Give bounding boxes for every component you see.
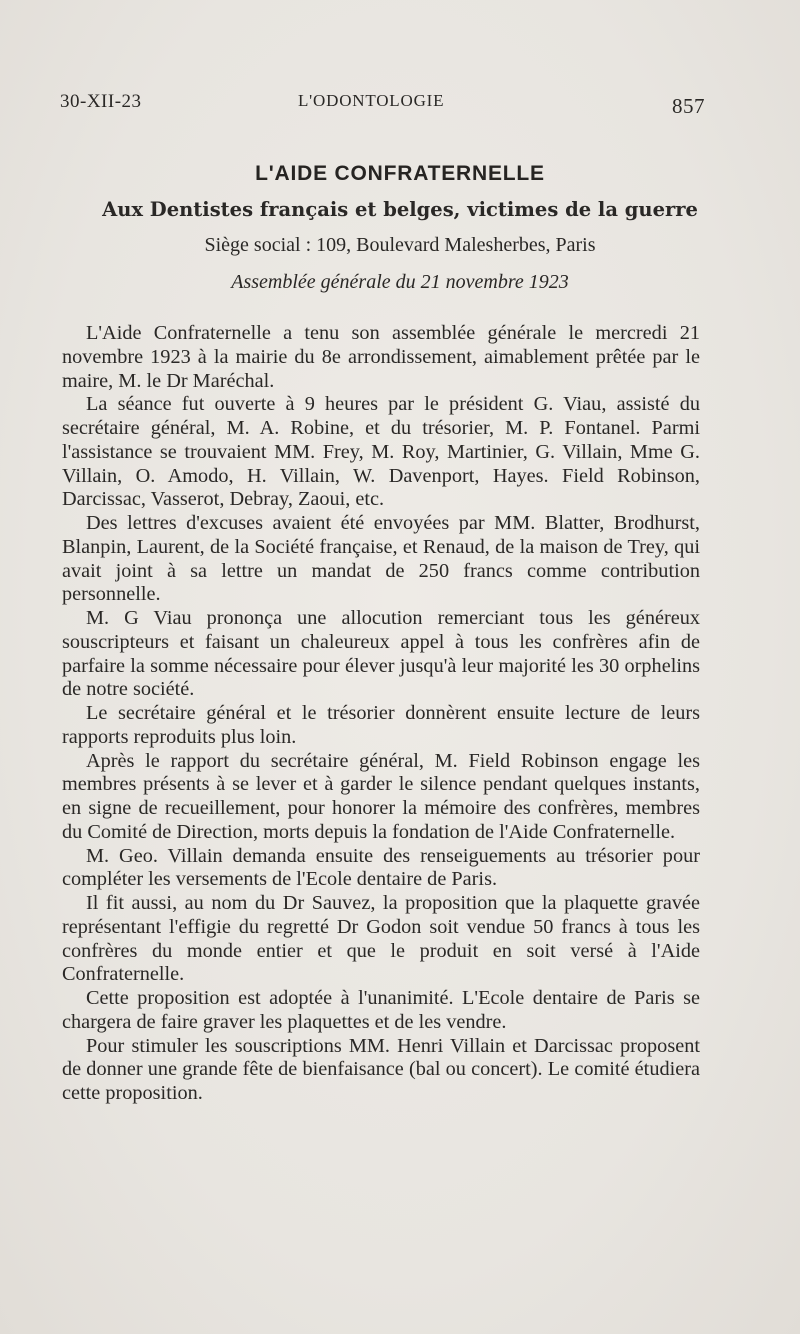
paragraph: Pour stimuler les souscriptions MM. Henri Villain et Darcissac proposent de donner une grande fête de bienfaisance (bal ou concert). Le comité étudiera cette proposition. [62, 1034, 700, 1104]
article-title: L'AIDE CONFRATERNELLE [255, 162, 545, 185]
paragraph: Des lettres d'excuses avaient été envoyées par MM. Blatter, Brodhurst, Blanpin, Laurent, de la Société française, et Renaud, de la maison de Trey, qui avait joint à sa lettre un mandat de 250 francs comme contribution personnelle. [62, 512, 700, 606]
paragraph: La séance fut ouverte à 9 heures par le président G. Viau, assisté du secrétaire général, M. A. Robine, et du trésorier, M. P. Fontanel. Parmi l'assistance se trouvaient MM. Frey, M. Roy, Martinier, G. Villain, Mme G. Villain, O. Amodo, H. Villain, W. Davenport, Hayes. Field Robinson, Darcissac, Vasserot, Debray, Zaoui, etc. [62, 393, 700, 511]
paragraph: M. G Viau prononça une allocution remerciant tous les généreux souscripteurs et faisant un chaleureux appel à tous les confrères afin de parfaire la somme nécessaire pour élever jusqu'à leur majorité les 30 orphelins de notre société. [62, 607, 700, 701]
article-subtitle: Aux Dentistes français et belges, victimes de la guerre [102, 198, 698, 221]
article-body [62, 322, 700, 1106]
assembly-date-line: Assemblée générale du 21 novembre 1923 [231, 271, 569, 293]
paragraph: L'Aide Confraternelle a tenu son assemblée générale le mercredi 21 novembre 1923 à la mairie du 8e arrondissement, aimablement prêtée par le maire, M. le Dr Maréchal. [62, 322, 700, 392]
headquarters-line: Siège social : 109, Boulevard Malesherbes, Paris [204, 234, 596, 256]
paragraph: Il fit aussi, au nom du Dr Sauvez, la proposition que la plaquette gravée représentant l'effigie du regretté Dr Godon soit vendue 50 francs à tous les confrères du monde entier et que le produit en soit versé à l'Aide Confraternelle. [62, 892, 700, 986]
journal-name: L'ODONTOLOGIE [298, 91, 445, 110]
paragraph: M. Geo. Villain demanda ensuite des renseiguements au trésorier pour compléter les versements de l'Ecole dentaire de Paris. [62, 844, 700, 891]
issue-date: 30-XII-23 [60, 91, 142, 112]
paragraph: Le secrétaire général et le trésorier donnèrent ensuite lecture de leurs rapports reproduits plus loin. [62, 702, 700, 748]
running-header [60, 88, 705, 128]
paragraph: Après le rapport du secrétaire général, M. Field Robinson engage les membres présents à se lever et à garder le silence pendant quelques instants, en signe de recueillement, pour honorer la mémoire des confrères, membres du Comité de Direction, morts depuis la fondation de l'Aide Confraternelle. [62, 749, 700, 843]
page-number: 857 [672, 94, 705, 118]
paragraph: Cette proposition est adoptée à l'unanimité. L'Ecole dentaire de Paris se chargera de faire graver les plaquettes et de les vendre. [62, 987, 700, 1033]
